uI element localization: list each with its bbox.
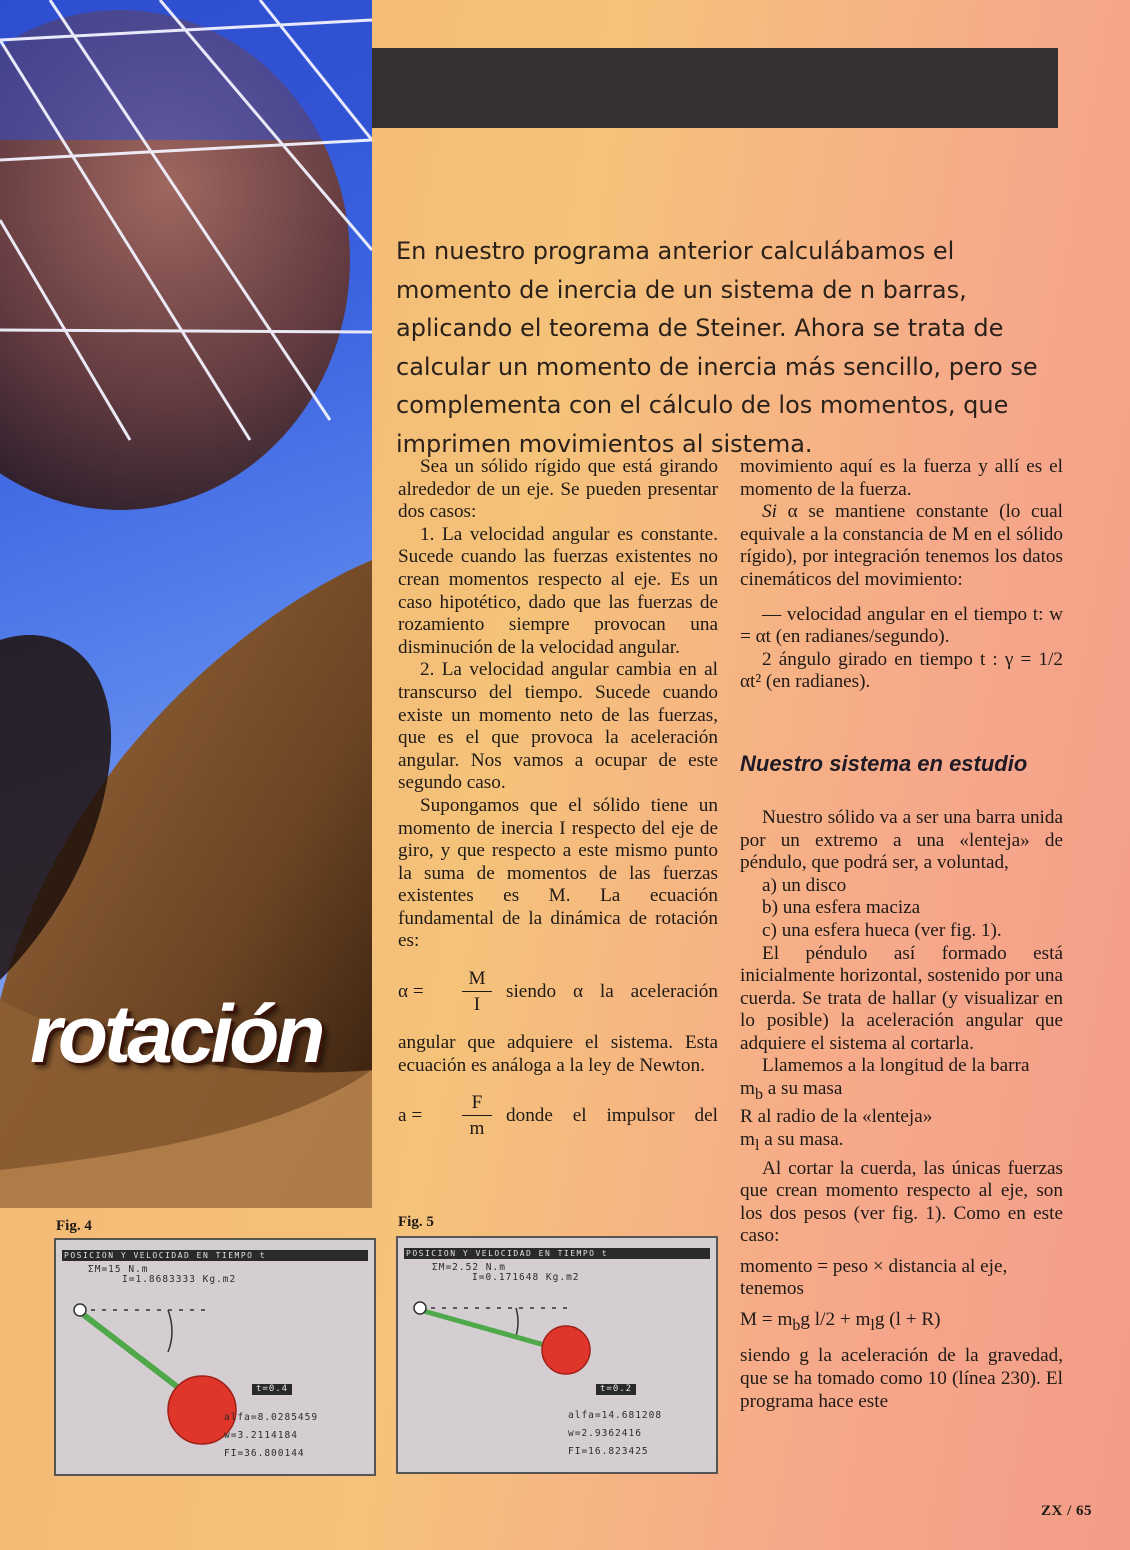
fraction (462, 967, 492, 1018)
equation-newton (398, 1091, 718, 1142)
symbol-text: a su masa (762, 1078, 843, 1100)
col2-paragraph-4: 2 ángulo girado en tiempo t : γ = 1/2 αt² (en radianes). (740, 648, 1063, 693)
mb-line (740, 1078, 1063, 1106)
r-line: R al radio de la «lenteja» (740, 1106, 933, 1128)
col1-paragraph-4: Supongamos que el sólido tiene un momento de inercia I respecto del eje de giro, y que respecto a este mismo punto la suma de momentos de las fuerzas existentes es M. La ecuación fundamental de la dinámica de rotación es: (398, 794, 718, 952)
column-2 (740, 456, 1063, 1413)
fig5-label: Fig. 5 (398, 1214, 434, 1230)
col2-paragraph-1: movimiento aquí es la fuerza y allí es el momento de la fuerza. (740, 456, 1063, 500)
fig5-w: w=2.9362416 (568, 1428, 642, 1439)
headline: rotación (30, 989, 322, 1080)
fig4-pivot (74, 1304, 86, 1316)
col2-paragraph-3: — velocidad angular en el tiempo t: w = αt (en radianes/segundo). (740, 603, 1063, 648)
fraction-denominator: I (473, 994, 481, 1016)
col2-paragraph-10: siendo g la aceleración de la gravedad, que se ha tomado como 10 (línea 230). El programa hace este (740, 1345, 1063, 1412)
col1-paragraph-3: 2. La velocidad angular cambia en al transcurso del tiempo. Sucede cuando existe un momento neto de las fuerzas, que es el que provoca la aceleración angular. Nos vamos a ocupar de este segundo caso. (398, 659, 718, 794)
fig5-angle-arc (516, 1308, 518, 1336)
col2-paragraph-5: Nuestro sólido va a ser una barra unida por un extremo a una «lenteja» de péndulo, que podrá ser, a voluntad, (740, 806, 1063, 874)
fig4-screen (54, 1238, 376, 1476)
subscript: b (754, 1085, 763, 1103)
page-number: ZX / 65 (1040, 1503, 1092, 1519)
equation-lhs: α = (398, 981, 424, 1003)
list-item-a: a) un disco (762, 874, 847, 896)
fig5-pendulum (398, 1238, 720, 1476)
subscript: l (870, 1316, 875, 1334)
col2-paragraph-9: momento = peso × distancia al eje, tenemos (740, 1255, 1008, 1300)
fig4-title: POSICION Y VELOCIDAD EN TIEMPO t (62, 1250, 368, 1261)
fig4-angle-arc (168, 1310, 172, 1352)
fig4-w: w=3.2114184 (224, 1430, 298, 1441)
fig5-time-badge: t=0.2 (596, 1384, 636, 1395)
intro-paragraph: En nuestro programa anterior calculábamos el momento de inercia de un sistema de n barras, aplicando el teorema de Steiner. Ahora se trata de calcular un momento de inercia más sencillo, pero se complementa con el cálculo de los momentos, que imprimen movimientos al sistema. (396, 237, 1038, 458)
col2-paragraph-2-text: α se mantiene constante (lo cual equivale a la constancia de M en el sólido rígido), por integración tenemos los datos cinemáticos del movimiento: (740, 501, 1063, 590)
section-heading: Nuestro sistema en estudio (740, 750, 1028, 776)
fig5-fi: FI=16.823425 (568, 1446, 649, 1457)
fraction-denominator: m (469, 1118, 485, 1140)
fig4-inertia: I=1.8683333 Kg.m2 (122, 1274, 237, 1285)
col2-paragraph-6: El péndulo así formado está inicialmente horizontal, sostenido por una cuerda. Se trata de hallar (y visualizar en lo posible) la aceleración angular que adquiere el sistema al cortarla. (740, 942, 1063, 1054)
equation-alpha (398, 967, 718, 1018)
fig5-pivot (414, 1302, 426, 1314)
list-item-b: b) una esfera maciza (762, 897, 921, 919)
eq-part: g (l + R) (874, 1309, 941, 1331)
col2-paragraph-2 (740, 501, 1063, 591)
equation-rhs: siendo α la aceleración (506, 981, 718, 1003)
eq-part: M = m (740, 1309, 793, 1331)
col2-paragraph-8: Al cortar la cuerda, las únicas fuerzas que crean momento respecto al eje, son los dos pesos (ver fig. 1). Como en este caso: (740, 1157, 1063, 1247)
cover-photo (0, 0, 372, 1208)
col2-paragraph-7: Llamemos a la longitud de la barra (762, 1055, 1030, 1077)
fig5-title: POSICION Y VELOCIDAD EN TIEMPO t (404, 1248, 710, 1259)
fig4-label: Fig. 4 (56, 1218, 92, 1234)
equation-lhs: a = (398, 1105, 423, 1127)
fig4-fi: FI=36.800144 (224, 1448, 305, 1459)
eq-part: g l/2 + m (800, 1309, 871, 1331)
fig4-sum-moments: ΣM=15 N.m (88, 1264, 149, 1275)
subscript: b (792, 1316, 801, 1334)
symbol-text: a su masa. (759, 1129, 844, 1151)
fraction-numerator: F (462, 1091, 492, 1116)
col1-paragraph-2: 1. La velocidad angular es constante. Sucede cuando las fuerzas existentes no crean momentos respecto al eje. Es un caso hipotético, dado que las fuerzas de rozamiento siempre provocan una disminución de la velocidad angular. (398, 523, 718, 658)
fraction-numerator: M (462, 967, 492, 992)
fig5-alfa: alfa=14.681208 (568, 1410, 663, 1421)
emphasis: Si (762, 501, 777, 523)
subscript: l (754, 1136, 760, 1154)
list-item-c: c) una esfera hueca (ver fig. 1). (762, 919, 1002, 941)
fig4-pendulum (56, 1240, 378, 1478)
fig5-inertia: I=0.171648 Kg.m2 (472, 1272, 580, 1283)
ml-line (740, 1129, 1063, 1157)
fig5-sum-moments: ΣM=2.52 N.m (432, 1262, 506, 1273)
col1-paragraph-5: angular que adquiere el sistema. Esta ecuación es análoga a la ley de Newton. (398, 1032, 718, 1076)
fig4-alfa: alfa=8.0285459 (224, 1412, 319, 1423)
fig4-time-badge: t=0.4 (252, 1384, 292, 1395)
equation-moment (740, 1309, 1063, 1337)
col1-paragraph-1: Sea un sólido rígido que está girando alrededor de un eje. Se pueden presentar dos casos: (398, 456, 718, 523)
fig5-screen (396, 1236, 718, 1474)
column-1 (398, 456, 718, 1156)
fig5-rod (420, 1310, 548, 1346)
fig5-bob (542, 1326, 590, 1374)
fraction (462, 1091, 492, 1142)
symbol: m (740, 1129, 755, 1151)
symbol: m (740, 1078, 755, 1100)
equation-rhs: donde el impulsor del (506, 1105, 718, 1127)
header-bar (372, 48, 1058, 128)
